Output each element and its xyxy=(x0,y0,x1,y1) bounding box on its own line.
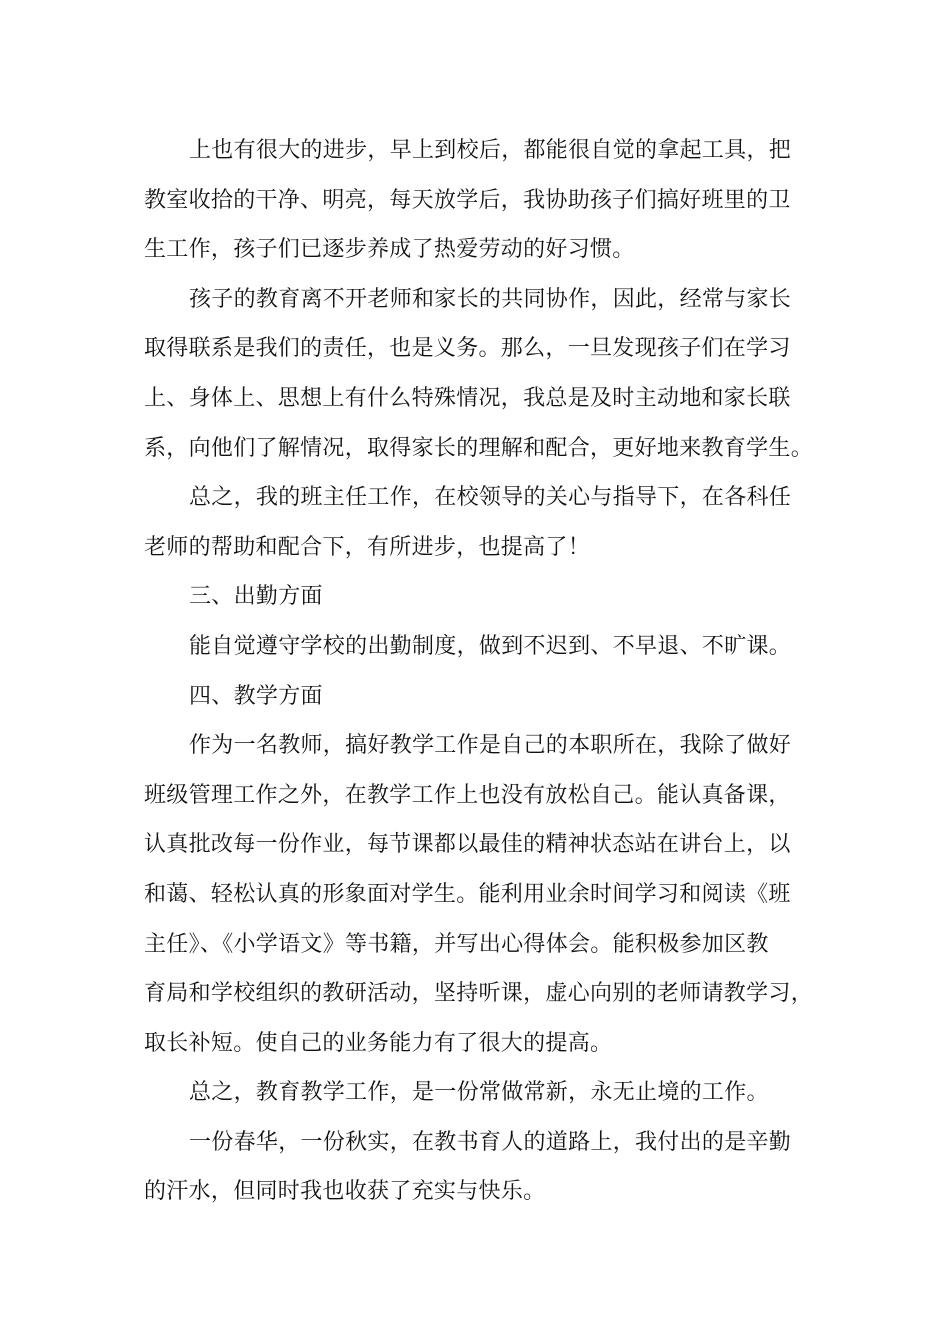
text-line: 总之，教育教学工作，是一份常做常新，永无止境的工作。 xyxy=(189,1080,769,1106)
text-line: 和蔼、轻松认真的形象面对学生。能利用业余时间学习和阅读《班 xyxy=(144,881,791,907)
text-line: 育局和学校组织的教研活动，坚持听课，虚心向别的老师请教学习， xyxy=(144,981,814,1007)
document-body xyxy=(144,126,816,1217)
paragraph-summary-teaching xyxy=(144,1068,816,1118)
text-line: 四、教学方面 xyxy=(189,683,323,709)
text-line: 上也有很大的进步，早上到校后，都能很自觉的拿起工具，把 xyxy=(189,138,792,163)
text-line: 主任》、《小学语文》等书籍，并写出心得体会。能积极参加区教 xyxy=(144,931,769,957)
text-line: 老师的帮助和配合下，有所进步，也提高了！ xyxy=(144,534,591,560)
text-line: 认真批改每一份作业，每节课都以最佳的精神状态站在讲台上，以 xyxy=(144,832,791,858)
text-line: 三、出勤方面 xyxy=(189,584,323,610)
paragraph-teaching xyxy=(144,721,816,1068)
text-line: 班级管理工作之外，在教学工作上也没有放松自己。能认真备课， xyxy=(144,782,791,808)
text-line: 孩子的教育离不开老师和家长的共同协作，因此，经常与家长 xyxy=(189,286,792,312)
text-line: 作为一名教师，搞好教学工作是自己的本职所在，我除了做好 xyxy=(189,733,792,759)
text-line: 教室收拾的干净、明亮，每天放学后，我协助孩子们搞好班里的卫 xyxy=(144,187,791,213)
section-heading-attendance xyxy=(144,572,816,622)
section-heading-teaching xyxy=(144,672,816,722)
paragraph-closing xyxy=(144,1118,816,1217)
paragraph-parents xyxy=(144,275,816,473)
text-line: 生工作，孩子们已逐步养成了热爱劳动的好习惯。 xyxy=(144,237,635,263)
paragraph-summary-class xyxy=(144,473,816,572)
paragraph-attendance xyxy=(144,622,816,672)
text-line: 上、身体上、思想上有什么特殊情况，我总是及时主动地和家长联 xyxy=(144,385,791,411)
text-line: 取长补短。使自己的业务能力有了很大的提高。 xyxy=(144,1030,613,1056)
text-line: 能自觉遵守学校的出勤制度，做到不迟到、不早退、不旷课。 xyxy=(189,633,792,659)
text-line: 系，向他们了解情况，取得家长的理解和配合，更好地来教育学生。 xyxy=(144,435,814,461)
text-line: 一份春华，一份秋实，在教书育人的道路上，我付出的是辛勤 xyxy=(189,1129,792,1155)
paragraph-progress xyxy=(144,126,816,275)
text-line: 的汗水，但同时我也收获了充实与快乐。 xyxy=(144,1179,546,1205)
text-line: 总之，我的班主任工作，在校领导的关心与指导下，在各科任 xyxy=(189,485,792,511)
text-line: 取得联系是我们的责任，也是义务。那么，一旦发现孩子们在学习 xyxy=(144,336,791,362)
